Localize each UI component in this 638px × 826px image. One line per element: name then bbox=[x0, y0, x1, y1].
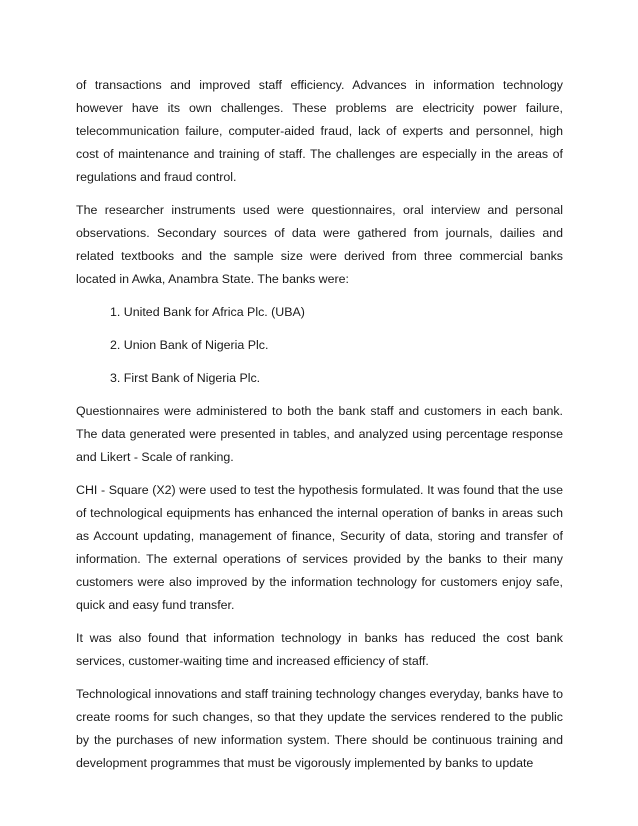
paragraph-cost-reduction: It was also found that information technology in banks has reduced the cost bank services, customer-waiting time and increased efficiency of staff. bbox=[76, 631, 563, 668]
document-body bbox=[76, 74, 563, 785]
paragraph-chi-square: CHI - Square (X2) were used to test the hypothesis formulated. It was found that the use of technological equipments has enhanced the internal operation of banks in areas such as Account updating, management of finance, Security of data, storing and transfer of information. The external operations of services provided by the banks to their many customers were also improved by the information technology for customers enjoy safe, quick and easy fund transfer. bbox=[76, 483, 563, 612]
list-item: 1. United Bank for Africa Plc. (UBA) bbox=[110, 305, 305, 319]
list-item: 2. Union Bank of Nigeria Plc. bbox=[110, 338, 269, 352]
paragraph-research-instruments: The researcher instruments used were questionnaires, oral interview and personal observations. Secondary sources of data were gathered from journals, dailies and related textbooks and the sample size were derived from three commercial banks located in Awka, Anambra State. The banks were: bbox=[76, 203, 563, 286]
list-item: 3. First Bank of Nigeria Plc. bbox=[110, 371, 261, 385]
paragraph-questionnaires: Questionnaires were administered to both the bank staff and customers in each bank. The data generated were presented in tables, and analyzed using percentage response and Likert - Scale of ranking. bbox=[76, 404, 563, 464]
bank-list bbox=[76, 301, 563, 390]
paragraph-innovations: Technological innovations and staff training technology changes everyday, banks have to create rooms for such changes, so that they update the services rendered to the public by the purchases of new information system. There should be continuous training and development programmes that must be vigorously implemented by banks to update bbox=[76, 687, 563, 770]
paragraph-challenges: of transactions and improved staff efficiency. Advances in information technology however have its own challenges. These problems are electricity power failure, telecommunication failure, computer-aided fraud, lack of experts and personnel, high cost of maintenance and training of staff. The challenges are especially in the areas of regulations and fraud control. bbox=[76, 78, 563, 184]
